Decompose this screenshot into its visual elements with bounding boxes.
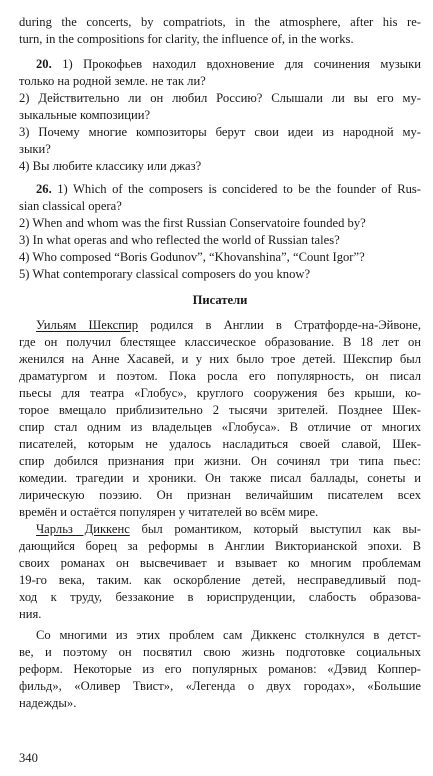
text-line: 3) Почему многие композиторы берут свои идеи из народной му- [19, 125, 421, 139]
page-number: 340 [19, 751, 38, 765]
exercise-20 [19, 56, 421, 175]
text-line: 19-го века, таким. как оскорбление детей, несправедливый под- [19, 573, 421, 587]
text-line: 2) When and whom was the first Russian Conservatoire founded by? [19, 216, 366, 230]
dickens-paragraph [19, 521, 421, 623]
text-line: зыки? [19, 142, 51, 156]
text-line: драматургом и поэтом. Пока росла его популярность, он писал [19, 369, 421, 383]
exercise-26 [19, 181, 421, 283]
section-title: Писатели [192, 293, 248, 307]
text-line: комедии. трагедии и хроники. Он также писал баллады, сонеты и [19, 471, 421, 485]
text-line: зыкальные композиции? [19, 108, 151, 122]
intro-paragraph [19, 14, 421, 48]
text-line: спир добился признания при жизни. Он сочинял три типа пьес: [19, 454, 421, 468]
exercise-text: 1) Прокофьев находил вдохновение для сочинения музыки [51, 57, 421, 71]
text-line: надежды». [19, 696, 77, 710]
dickens-paragraph-2 [19, 627, 421, 712]
text-line: реформ. Некоторые из его популярных романов: «Дэвид Коппер- [19, 662, 421, 676]
text-line: где он получил блестящее классическое образование. В 18 лет он [19, 335, 421, 349]
text-line: Со многими из этих проблем сам Диккенс столкнулся в детст- [36, 628, 421, 642]
text-line: торое вмещало приблизительно 2 тысячи зрителей. Позднее Шек- [19, 403, 421, 417]
text-line: 4) Who composed “Boris Godunov”, “Khovanshina”, “Count Igor”? [19, 250, 365, 264]
paragraph-text: родился в Англии в Стратфорде-на-Эйвоне, [138, 318, 422, 332]
text-line: 5) What contemporary classical composers do you know? [19, 267, 311, 281]
text-line [19, 317, 421, 334]
text-line: during the concerts, by compatriots, in the atmosphere, after his re- [19, 15, 421, 29]
text-line: 2) Действительно ли он любил Россию? Слышали ли вы его му- [19, 91, 421, 105]
text-line [19, 181, 421, 198]
exercise-text: 1) Which of the composers is concidered to be the founder of Rus- [51, 182, 421, 196]
exercise-number: 26. [36, 182, 52, 196]
text-line: спир стал одним из владельцев «Глобуса». В отличие от многих [19, 420, 421, 434]
text-line: дающийся борец за реформы в Англии Викторианской эпохи. В [19, 539, 421, 553]
text-line: turn, in the compositions for clarity, the influence of, in the works. [19, 32, 354, 46]
text-line [19, 521, 421, 538]
author-name: Уильям Шекспир [36, 318, 139, 332]
shakespeare-paragraph [19, 317, 421, 521]
text-line: только на родной земле. не так ли? [19, 74, 206, 88]
text-line: фильд», «Оливер Твист», «Легенда о двух городах», «Большие [19, 679, 421, 693]
text-line [19, 56, 421, 73]
text-line: ния. [19, 607, 42, 621]
text-line: пьесы для театра «Глобус», круглого сооружения без крыши, ко- [19, 386, 421, 400]
text-line: 4) Вы любите классику или джаз? [19, 159, 202, 173]
text-line: своих романах он высвечивает и взывает ко многим проблемам [19, 556, 421, 570]
paragraph-text: был романтиком, который выступил как вы- [129, 522, 422, 536]
exercise-number: 20. [36, 57, 52, 71]
text-line: времён и остаётся популярен у читателей во всём мире. [19, 505, 319, 519]
text-line: ход к труду, беззаконие в юриспруденции, слабость образова- [19, 590, 421, 604]
author-name: Чарльз Диккенс [36, 522, 130, 536]
text-line: ве, и поэтому он посвятил свою жизнь подготовке социальных [19, 645, 421, 659]
text-line: sian classical opera? [19, 199, 122, 213]
text-line: писателей, которым не удалось насладиться своей славой, Шек- [19, 437, 421, 451]
text-line: лирическую поэзию. Он признан величайшим писателем всех [19, 488, 421, 502]
text-line: 3) In what operas and who reflected the world of Russian tales? [19, 233, 340, 247]
text-line: женился на Анне Хасавей, и у них было трое детей. Шекспир был [19, 352, 421, 366]
